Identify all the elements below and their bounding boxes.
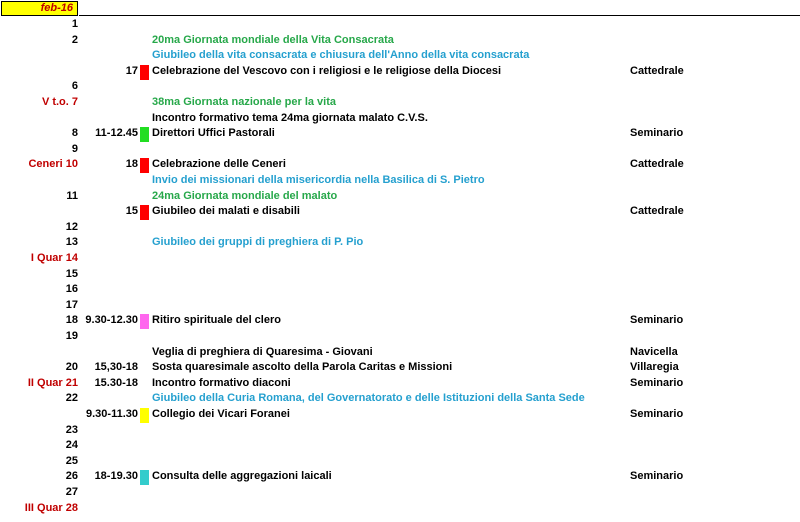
event-location[interactable]: Seminario: [630, 470, 684, 483]
event-location[interactable]: Cattedrale: [630, 64, 684, 77]
event-title[interactable]: Veglia di preghiera di Quaresima - Giovani: [152, 345, 373, 358]
day-label[interactable]: 17: [65, 298, 78, 311]
event-time[interactable]: 11-12.45: [95, 127, 138, 140]
calendar-row: [0, 298, 800, 313]
day-label[interactable]: 16: [65, 283, 78, 296]
calendar-row: [0, 391, 800, 406]
event-time[interactable]: 15: [125, 205, 138, 218]
day-label[interactable]: 11: [66, 189, 78, 202]
day-label[interactable]: V t.o. 7: [41, 96, 78, 108]
event-location[interactable]: Seminario: [630, 408, 684, 420]
calendar-row: [0, 64, 800, 79]
event-title[interactable]: 20ma Giornata mondiale della Vita Consacrata: [152, 33, 394, 46]
calendar-row: [0, 282, 800, 297]
event-title[interactable]: Giubileo dei gruppi di preghiera di P. Pio: [152, 236, 364, 249]
day-label[interactable]: 13: [65, 236, 78, 249]
calendar-row: [0, 407, 800, 422]
color-marker: [140, 205, 149, 220]
event-time[interactable]: 15,30-18: [94, 361, 138, 374]
event-title[interactable]: Direttori Uffici Pastorali: [152, 127, 275, 140]
event-title[interactable]: Celebrazione del Vescovo con i religiosi e le religiose della Diocesi: [152, 64, 502, 77]
calendar-row: [0, 454, 800, 469]
calendar-row: [0, 157, 800, 172]
calendar-row: [0, 17, 800, 32]
calendar-row: [0, 111, 800, 126]
day-label[interactable]: 25: [65, 454, 78, 467]
calendar-row: [0, 220, 800, 235]
event-time[interactable]: 15.30-18: [94, 376, 138, 389]
event-time[interactable]: 17: [125, 64, 138, 77]
day-label[interactable]: 20: [65, 361, 78, 374]
calendar-row: [0, 79, 800, 94]
day-label[interactable]: 9: [71, 142, 78, 155]
color-marker: [140, 314, 149, 329]
header-divider: [79, 15, 800, 16]
calendar-row: [0, 173, 800, 188]
event-title[interactable]: Sosta quaresimale ascolto della Parola Caritas e Missioni: [152, 361, 453, 374]
event-title[interactable]: Incontro formativo tema 24ma giornata malato C.V.S.: [152, 111, 428, 124]
event-location[interactable]: Seminario: [630, 376, 684, 389]
calendar-header: [0, 0, 800, 16]
event-title[interactable]: Invio dei missionari della misericordia nella Basilica di S. Pietro: [152, 174, 485, 186]
calendar-row: [0, 142, 800, 157]
calendar-row: [0, 438, 800, 453]
day-label[interactable]: 2: [71, 33, 78, 46]
calendar-row: [0, 423, 800, 438]
calendar-row: [0, 313, 800, 328]
day-label[interactable]: 15: [65, 267, 78, 280]
event-location[interactable]: Villaregia: [630, 361, 679, 374]
day-label[interactable]: Ceneri 10: [28, 158, 78, 171]
event-time[interactable]: 18: [125, 158, 138, 171]
day-label[interactable]: 18: [65, 314, 78, 327]
day-label[interactable]: I Quar 14: [30, 252, 78, 264]
day-label[interactable]: 24: [65, 439, 78, 452]
event-title[interactable]: Consulta delle aggregazioni laicali: [152, 470, 332, 483]
color-marker: [140, 158, 149, 173]
event-title[interactable]: 24ma Giornata mondiale del malato: [152, 189, 338, 202]
color-marker: [140, 127, 149, 142]
day-label[interactable]: II Quar 21: [27, 376, 78, 389]
calendar-row: [0, 251, 800, 266]
event-location[interactable]: Navicella: [630, 345, 678, 358]
calendar-row: [0, 95, 800, 110]
calendar-row: [0, 126, 800, 141]
calendar-row: [0, 329, 800, 344]
month-cell[interactable]: feb-16: [1, 1, 78, 16]
event-title[interactable]: Giubileo della Curia Romana, del Governatorato e delle Istituzioni della Santa Sede: [152, 392, 585, 405]
color-marker: [140, 408, 149, 423]
calendar-row: [0, 267, 800, 282]
event-title[interactable]: Incontro formativo diaconi: [152, 376, 291, 389]
event-location[interactable]: Seminario: [630, 127, 684, 140]
calendar-row: [0, 33, 800, 48]
day-label[interactable]: 26: [65, 470, 78, 483]
calendar-row: [0, 469, 800, 484]
day-label[interactable]: 6: [71, 80, 78, 93]
calendar-row: [0, 189, 800, 204]
event-title[interactable]: Giubileo della vita consacrata e chiusura dell'Anno della vita consacrata: [152, 49, 530, 62]
calendar-row: [0, 376, 800, 391]
event-title[interactable]: Giubileo dei malati e disabili: [152, 205, 300, 218]
event-title[interactable]: 38ma Giornata nazionale per la vita: [152, 96, 337, 108]
day-label[interactable]: 23: [65, 423, 78, 436]
event-title[interactable]: Collegio dei Vicari Foranei: [152, 408, 290, 420]
day-label[interactable]: 1: [71, 18, 78, 30]
color-marker: [140, 470, 149, 485]
event-location[interactable]: Cattedrale: [630, 205, 684, 218]
calendar-row: [0, 345, 800, 360]
day-label[interactable]: III Quar 28: [24, 501, 78, 514]
event-title[interactable]: Celebrazione delle Ceneri: [152, 158, 286, 171]
event-time[interactable]: 18-19.30: [94, 470, 138, 483]
day-label[interactable]: 27: [65, 486, 78, 498]
event-time[interactable]: 9.30-12.30: [85, 314, 138, 327]
day-label[interactable]: 12: [65, 220, 78, 233]
day-label[interactable]: 8: [71, 127, 78, 140]
calendar-row: [0, 485, 800, 500]
calendar-row: [0, 204, 800, 219]
calendar-row: [0, 360, 800, 375]
event-title[interactable]: Ritiro spirituale del clero: [152, 314, 281, 327]
event-location[interactable]: Seminario: [630, 314, 684, 327]
event-time[interactable]: 9.30-11.30: [86, 408, 138, 420]
event-location[interactable]: Cattedrale: [630, 158, 684, 171]
color-marker: [140, 65, 149, 80]
calendar-row: [0, 501, 800, 516]
calendar-row: [0, 235, 800, 250]
day-label[interactable]: 22: [65, 392, 78, 405]
day-label[interactable]: 19: [65, 330, 78, 342]
calendar-row: [0, 48, 800, 63]
